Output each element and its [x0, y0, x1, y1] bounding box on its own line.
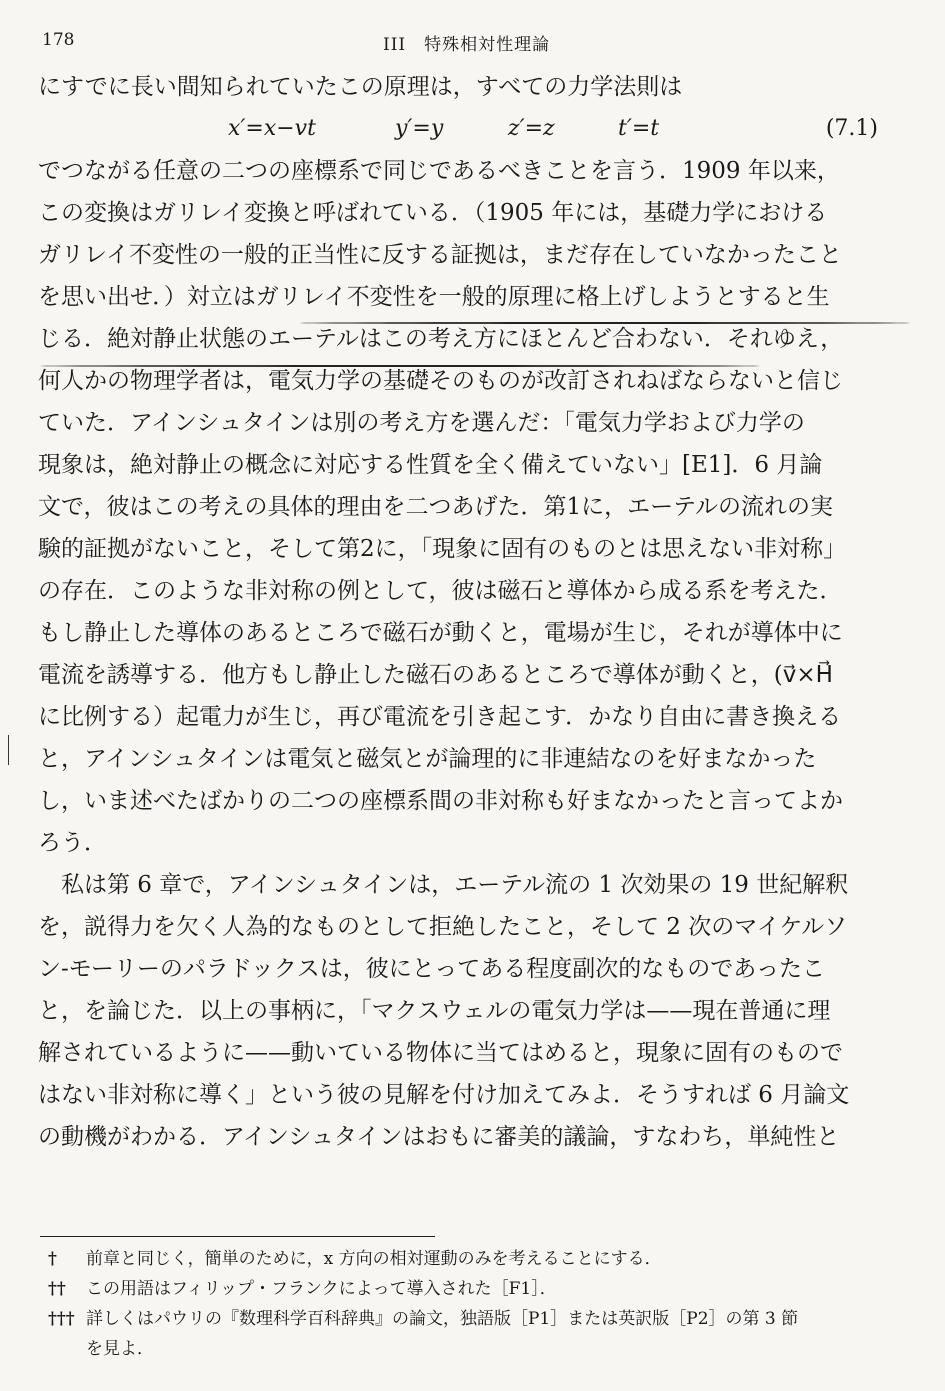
text-line: もし静止した導体のあるところで磁石が動くと，電場が生じ，それが導体中に: [38, 620, 843, 646]
text-line: と，アインシュタインは電気と磁気とが論理的に非連結なのを好まなかった: [38, 746, 817, 772]
equation-term: y′=y: [395, 116, 444, 141]
text-line: にすでに長い間知られていたこの原理は，すべての力学法則は: [38, 74, 683, 100]
text-line: し，いま述べたばかりの二つの座標系間の非対称も好まなかったと言ってよか: [38, 788, 843, 814]
text-line: 何人かの物理学者は，電気力学の基礎そのものが改訂されねばならないと信じ: [38, 368, 843, 394]
text-line: はない非対称に導く」という彼の見解を付け加えてみよ．そうすれば 6 月論文: [38, 1082, 850, 1108]
text-line: に比例する）起電力が生じ，再び電流を引き起こす．かなり自由に書き換える: [38, 704, 842, 730]
equation-term: t′=t: [618, 116, 660, 141]
footnote-text: この用語はフィリップ・フランクによって導入された［F1］．: [86, 1279, 557, 1299]
footnote: [48, 1274, 908, 1304]
text-line: じる．絶対静止状態のエーテルはこの考え方にほとんど合わない．それゆえ，: [38, 326, 844, 352]
text-line: 解されているように——動いている物体に当てはめると，現象に固有のもので: [38, 1040, 843, 1066]
text-line: 電流を誘導する．他方もし静止した磁石のあるところで導体が動くと，(v⃗×H⃗: [38, 662, 833, 688]
text-line: を，説得力を欠く人為的なものとして拒絶したこと，そして 2 次のマイケルソ: [38, 914, 848, 940]
margin-mark: [8, 735, 9, 765]
footnote: [48, 1244, 908, 1274]
equation-term: z′=z: [508, 116, 555, 141]
text-line: を思い出せ．）対立はガリレイ不変性を一般的原理に格上げしようとすると生: [38, 284, 830, 310]
pen-underline: [300, 322, 910, 324]
text-line: でつながる任意の二つの座標系で同じであるべきことを言う．1909 年以来，: [38, 158, 840, 184]
footnote-text: 詳しくはパウリの『数理科学百科辞典』の論文，独語版［P1］または英訳版［P2］の第 3 節: [86, 1309, 799, 1329]
footnote-mark: †: [48, 1249, 57, 1269]
text-line: と，を論じた．以上の事柄に，「マクスウェルの電気力学は——現在普通に理: [38, 998, 831, 1024]
text-line: 現象は，絶対静止の概念に対応する性質を全く備えていない」[E1]．6 月論: [38, 452, 823, 478]
footnote: [48, 1304, 908, 1334]
footnote-rule: [40, 1236, 435, 1237]
pen-underline: [40, 365, 760, 367]
text-line: この変換はガリレイ変換と呼ばれている．（1905 年には，基礎力学における: [38, 200, 828, 226]
equation-term: x′=x−vt: [228, 116, 316, 141]
body-text: [38, 66, 908, 1158]
equation-number: (7.1): [825, 116, 878, 141]
text-line: 私は第 6 章で，アインシュタインは，エーテル流の 1 次効果の 19 世紀解釈: [61, 872, 849, 898]
footnotes: [48, 1244, 908, 1364]
page-number: 178: [42, 30, 75, 50]
footnote-continuation: を見よ．: [86, 1339, 154, 1359]
text-line: ン-モーリーのパラドックスは，彼にとってある程度副次的なものであったこ: [38, 956, 826, 982]
text-line: ていた．アインシュタインは別の考え方を選んだ：「電気力学および力学の: [38, 410, 805, 436]
text-line: ろう．: [38, 830, 107, 856]
running-head: III 特殊相対性理論: [383, 35, 551, 55]
text-line: 文で，彼はこの考えの具体的理由を二つあげた．第1に，エーテルの流れの実: [38, 494, 834, 520]
text-line: 験的証拠がないこと，そして第2に，「現象に固有のものとは思えない非対称」: [38, 536, 847, 562]
footnote-mark: ††: [48, 1279, 66, 1299]
footnote-mark: †††: [48, 1309, 75, 1329]
equation: [38, 108, 908, 150]
footnote-text: 前章と同じく，簡単のために，x 方向の相対運動のみを考えることにする．: [86, 1249, 662, 1269]
text-line: の存在．このような非対称の例として，彼は磁石と導体から成る系を考えた．: [38, 578, 843, 604]
text-line: ガリレイ不変性の一般的正当性に反する証拠は，まだ存在していなかったこと: [38, 242, 842, 268]
text-line: の動機がわかる．アインシュタインはおもに審美的議論，すなわち，単純性と: [38, 1124, 840, 1150]
